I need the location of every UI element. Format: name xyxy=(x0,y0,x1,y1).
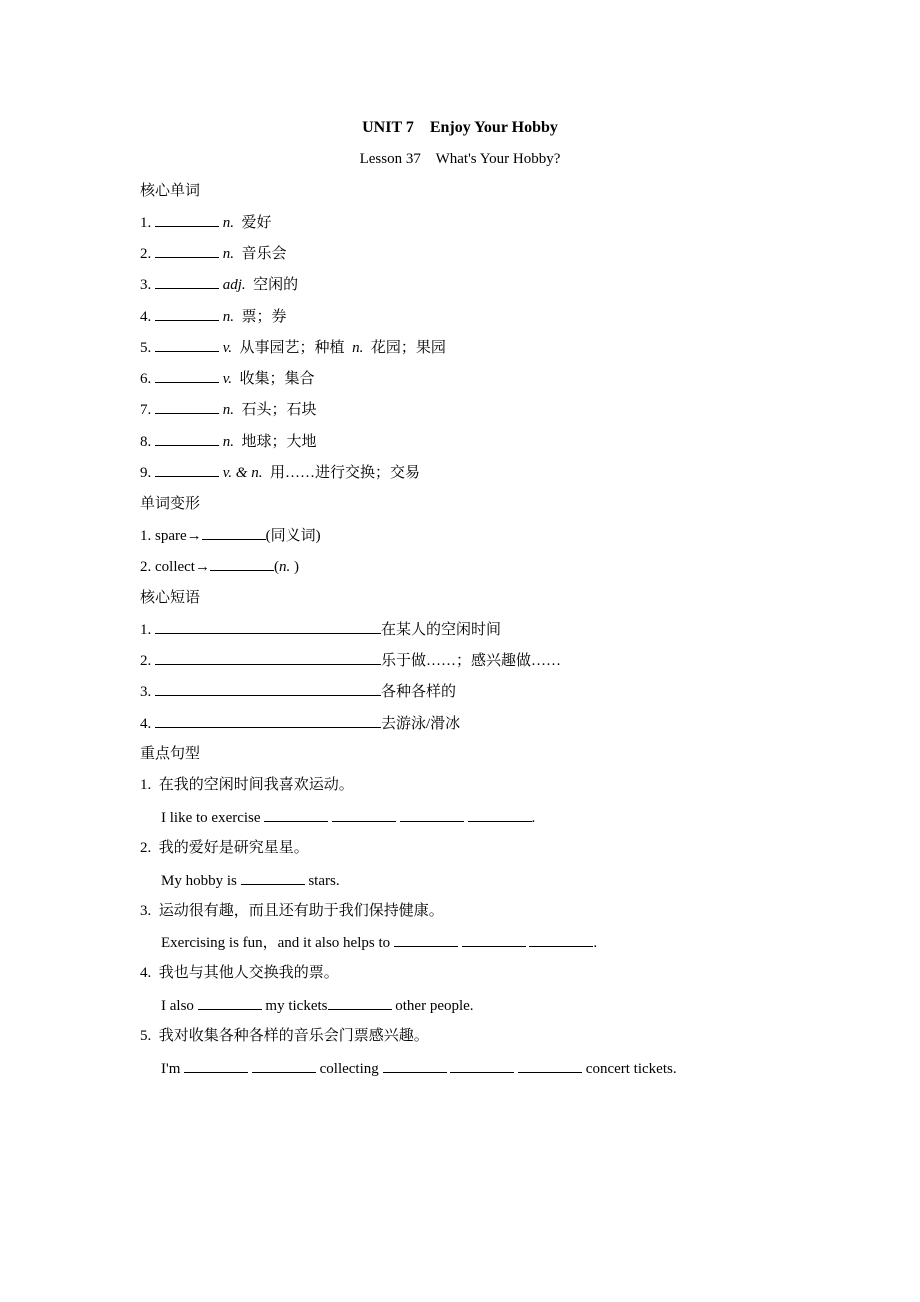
sentence-chinese xyxy=(140,838,309,858)
part-of-speech: v. xyxy=(222,371,233,387)
english-text: I also xyxy=(161,998,198,1014)
item-number: 4. xyxy=(140,716,152,732)
base-word: spare→ xyxy=(155,528,202,544)
answer-blank[interactable] xyxy=(450,1058,514,1073)
meaning: 音乐会 xyxy=(241,246,287,262)
english-text: Exercising is fun，and it also helps to xyxy=(161,935,394,951)
english-text: concert tickets. xyxy=(582,1061,677,1077)
item-number: 1. xyxy=(140,215,152,231)
meaning: 空闲的 xyxy=(253,277,299,293)
part-of-speech: n. xyxy=(222,434,234,450)
meaning: 票；券 xyxy=(241,309,287,325)
answer-blank[interactable] xyxy=(155,212,219,227)
part-of-speech: v. xyxy=(222,340,233,356)
section-heading-core-phrases: 核心短语 xyxy=(140,590,201,606)
english-text: other people. xyxy=(391,998,474,1014)
word-form-item xyxy=(140,556,299,577)
answer-blank[interactable] xyxy=(155,431,219,446)
chinese-text: 我对收集各种各样的音乐会门票感兴趣。 xyxy=(158,1028,429,1044)
english-text: My hobby is xyxy=(161,873,241,889)
meaning: 地球；大地 xyxy=(241,434,317,450)
part-of-speech: n. xyxy=(352,340,364,356)
item-number: 3. xyxy=(140,684,152,700)
sentence-english xyxy=(161,932,597,953)
section-heading-core-words: 核心单词 xyxy=(140,183,201,199)
item-number: 2. xyxy=(140,559,152,575)
core-word-item xyxy=(140,243,287,264)
item-number: 4. xyxy=(140,309,152,325)
answer-blank[interactable] xyxy=(462,932,526,947)
item-number: 7. xyxy=(140,402,152,418)
part-of-speech: n. xyxy=(222,402,234,418)
chinese-text: 在我的空闲时间我喜欢运动。 xyxy=(158,777,354,793)
section-heading-word-forms: 单词变形 xyxy=(140,496,201,512)
english-text: I'm xyxy=(161,1061,185,1077)
chinese-text: 我的爱好是研究星星。 xyxy=(158,840,309,856)
sentence-chinese xyxy=(140,775,354,795)
answer-blank[interactable] xyxy=(155,274,219,289)
core-word-item xyxy=(140,368,315,389)
hint-pos: n. xyxy=(278,559,291,575)
answer-blank[interactable] xyxy=(529,932,593,947)
meaning: 用……进行交换；交易 xyxy=(269,465,420,481)
core-word-item xyxy=(140,306,287,327)
part-of-speech: n. xyxy=(222,309,234,325)
answer-blank[interactable] xyxy=(155,399,219,414)
answer-blank[interactable] xyxy=(210,556,274,571)
core-word-item xyxy=(140,431,317,452)
meaning: 乐于做……；感兴趣做…… xyxy=(381,653,562,669)
english-text: I like to exercise xyxy=(161,810,265,826)
answer-blank[interactable] xyxy=(383,1058,447,1073)
part-of-speech: n. xyxy=(222,215,234,231)
answer-blank[interactable] xyxy=(155,243,219,258)
part-of-speech: adj. xyxy=(222,277,246,293)
item-number: 5. xyxy=(140,340,152,356)
item-number: 5. xyxy=(140,1028,152,1044)
hint: ( xyxy=(273,559,279,575)
answer-blank[interactable] xyxy=(155,368,219,383)
core-word-item xyxy=(140,337,446,358)
item-number: 3. xyxy=(140,903,152,919)
hint: (同义词) xyxy=(265,528,321,544)
phrase-item xyxy=(140,681,456,702)
phrase-item xyxy=(140,619,501,640)
answer-blank[interactable] xyxy=(241,870,305,885)
unit-title: UNIT 7 Enjoy Your Hobby xyxy=(362,119,558,136)
answer-blank[interactable] xyxy=(468,807,532,822)
word-form-item xyxy=(140,525,321,546)
core-word-item xyxy=(140,212,272,233)
english-text: collecting xyxy=(315,1061,383,1077)
item-number: 6. xyxy=(140,371,152,387)
core-word-item xyxy=(140,462,420,483)
phrase-item xyxy=(140,713,460,734)
meaning: 从事园艺；种植 xyxy=(239,340,345,356)
answer-blank[interactable] xyxy=(400,807,464,822)
part-of-speech: n. xyxy=(222,246,234,262)
item-number: 3. xyxy=(140,277,152,293)
sentence-english xyxy=(161,995,474,1016)
english-text: stars. xyxy=(304,873,340,889)
answer-blank[interactable] xyxy=(202,525,266,540)
chinese-text: 我也与其他人交换我的票。 xyxy=(158,965,339,981)
hint: ) xyxy=(290,559,299,575)
base-word: collect→ xyxy=(155,559,210,575)
answer-blank[interactable] xyxy=(264,807,328,822)
english-text: my tickets xyxy=(261,998,328,1014)
item-number: 1. xyxy=(140,528,152,544)
meaning: 去游泳/滑冰 xyxy=(381,716,461,732)
answer-blank[interactable] xyxy=(198,995,262,1010)
answer-blank[interactable] xyxy=(332,807,396,822)
answer-blank[interactable] xyxy=(394,932,458,947)
answer-blank[interactable] xyxy=(155,462,219,477)
english-text: . xyxy=(531,810,536,826)
sentence-chinese xyxy=(140,901,444,921)
meaning: 收集；集合 xyxy=(239,371,315,387)
answer-blank[interactable] xyxy=(518,1058,582,1073)
item-number: 2. xyxy=(140,840,152,856)
lesson-title: Lesson 37 What's Your Hobby? xyxy=(359,151,561,167)
meaning: 石头；石块 xyxy=(241,402,317,418)
sentence-chinese xyxy=(140,963,339,983)
item-number: 1. xyxy=(140,622,152,638)
answer-blank[interactable] xyxy=(155,337,219,352)
section-heading-key-sentences: 重点句型 xyxy=(140,746,201,762)
meaning: 各种各样的 xyxy=(381,684,457,700)
answer-blank[interactable] xyxy=(252,1058,316,1073)
item-number: 2. xyxy=(140,246,152,262)
sentence-english xyxy=(161,1058,677,1079)
meaning: 花园；果园 xyxy=(370,340,446,356)
item-number: 8. xyxy=(140,434,152,450)
answer-blank[interactable] xyxy=(155,650,381,665)
english-text: . xyxy=(593,935,598,951)
answer-blank[interactable] xyxy=(155,681,381,696)
sentence-english xyxy=(161,870,340,891)
meaning: 爱好 xyxy=(241,215,272,231)
item-number: 2. xyxy=(140,653,152,669)
item-number: 1. xyxy=(140,777,152,793)
answer-blank[interactable] xyxy=(328,995,392,1010)
core-word-item xyxy=(140,399,317,420)
chinese-text: 运动很有趣，而且还有助于我们保持健康。 xyxy=(158,903,444,919)
core-word-item xyxy=(140,274,298,295)
sentence-english xyxy=(161,807,535,828)
phrase-item xyxy=(140,650,561,671)
answer-blank[interactable] xyxy=(155,713,381,728)
item-number: 9. xyxy=(140,465,152,481)
sentence-chinese xyxy=(140,1026,429,1046)
answer-blank[interactable] xyxy=(184,1058,248,1073)
answer-blank[interactable] xyxy=(155,619,381,634)
part-of-speech: v. & n. xyxy=(222,465,263,481)
item-number: 4. xyxy=(140,965,152,981)
meaning: 在某人的空闲时间 xyxy=(381,622,502,638)
answer-blank[interactable] xyxy=(155,306,219,321)
